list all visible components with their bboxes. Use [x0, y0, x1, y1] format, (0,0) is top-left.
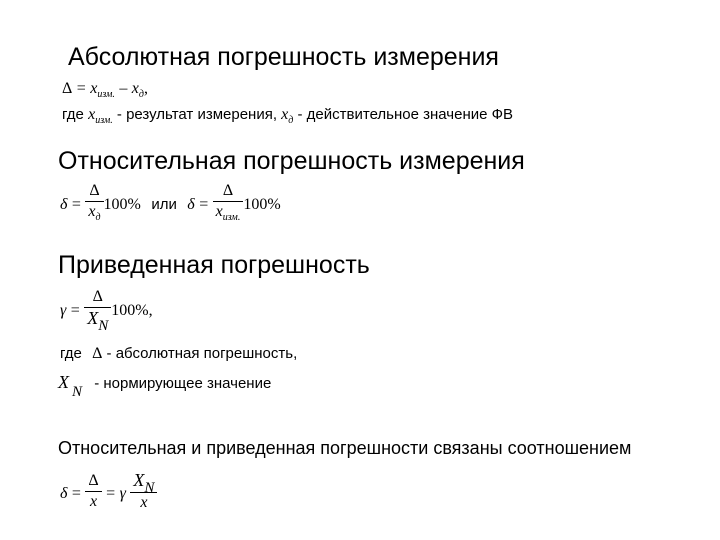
- gamma-symbol: γ: [119, 484, 126, 502]
- delta-small-symbol: δ: [187, 195, 195, 213]
- variable-x-norm: X: [87, 308, 99, 328]
- fraction-denominator: [213, 202, 244, 224]
- subscript-meas: изм.: [222, 212, 241, 223]
- subscript-n: N: [144, 480, 155, 496]
- fraction-numerator: [130, 470, 157, 496]
- fraction-numerator: Δ: [85, 471, 101, 492]
- variable-x-norm: X: [133, 470, 145, 490]
- or-word: или: [151, 195, 177, 213]
- delta-small-symbol: δ: [60, 195, 68, 213]
- subscript-n: N: [98, 318, 109, 334]
- equals-sign: =: [76, 80, 86, 97]
- comma: ,: [143, 80, 148, 97]
- fraction-delta-over-xn: [84, 287, 111, 334]
- gamma-symbol: γ: [60, 301, 67, 319]
- variable-x-norm: X: [58, 372, 69, 392]
- meas-result-text: - результат измерения,: [116, 106, 277, 123]
- variable-x-meas: x: [90, 80, 98, 97]
- fraction-numerator: Δ: [213, 181, 244, 202]
- true-value-text: - действительное значение ФВ: [297, 106, 514, 123]
- subscript-meas: изм.: [97, 89, 115, 100]
- where-line-reduced-2: [58, 372, 272, 400]
- fraction-delta-over-xmeas: [213, 181, 244, 224]
- where-word: где: [62, 106, 84, 123]
- equals-sign: =: [106, 484, 116, 502]
- fraction-denominator: x: [140, 494, 148, 511]
- absolute-error-text: - абсолютная погрешность,: [106, 345, 298, 362]
- subscript-n: N: [72, 384, 83, 400]
- normalizing-value-text: - нормирующее значение: [94, 375, 272, 392]
- fraction-denominator: [84, 308, 111, 334]
- heading-absolute-error: Абсолютная погрешность измерения: [68, 43, 499, 71]
- heading-reduced-error: Приведенная погрешность: [58, 251, 370, 279]
- where-line-absolute: [62, 106, 513, 126]
- fraction-xn-over-x: [130, 470, 157, 513]
- equals-sign: =: [71, 484, 81, 502]
- heading-relation: Относительная и приведенная погрешности связаны соотношением: [58, 438, 632, 458]
- formula-reduced-error: [60, 289, 153, 332]
- delta-symbol: Δ: [62, 80, 73, 97]
- subscript-true: д: [95, 212, 101, 223]
- formula-relative-error: [60, 183, 281, 226]
- fraction-denominator: [85, 202, 103, 224]
- subscript-true: д: [288, 115, 294, 126]
- equals-sign: =: [70, 301, 80, 319]
- percent-100: 100%: [103, 195, 141, 213]
- variable-x-true: x: [88, 203, 96, 220]
- variable-x-true: x: [131, 80, 139, 97]
- heading-relative-error: Относительная погрешность измерения: [58, 147, 525, 175]
- variable-x-meas: x: [88, 106, 96, 123]
- variable-x-meas: x: [215, 203, 223, 220]
- formula-relation: [60, 472, 157, 515]
- delta-symbol: Δ: [92, 345, 103, 362]
- delta-small-symbol: δ: [60, 484, 68, 502]
- formula-absolute-error: [62, 80, 148, 98]
- fraction-numerator: Δ: [84, 287, 111, 308]
- subscript-meas: изм.: [95, 115, 113, 126]
- minus-sign: –: [119, 80, 128, 97]
- variable-x-true: x: [281, 106, 289, 123]
- percent-100: 100%,: [111, 301, 153, 319]
- equals-sign: =: [199, 195, 209, 213]
- where-word: где: [60, 345, 82, 362]
- equals-sign: =: [71, 195, 81, 213]
- fraction-delta-over-xd: [85, 181, 103, 224]
- fraction-delta-over-x: [85, 471, 101, 512]
- subscript-true: д: [138, 89, 144, 100]
- fraction-numerator: Δ: [85, 181, 103, 202]
- fraction-denominator: x: [89, 493, 98, 510]
- where-line-reduced-1: [60, 345, 297, 363]
- percent-100: 100%: [243, 195, 281, 213]
